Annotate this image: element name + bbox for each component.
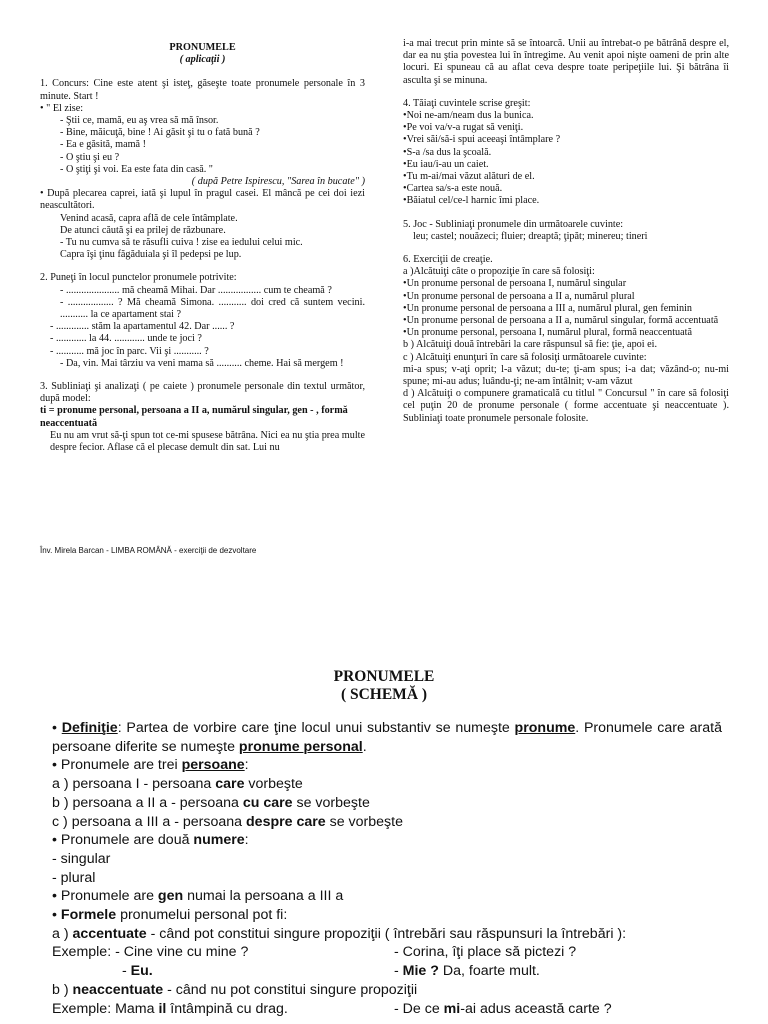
accentuated-line: a ) accentuate - când pot constitui singure propoziţii ( întrebări sau răspunsuri la întrebări ):: [52, 925, 627, 942]
ex4-line: •Eu iau/i-au un caiet.: [403, 158, 489, 170]
ex1-line: Venind acasă, capra află de cele întâmplate.: [60, 212, 238, 224]
example-row: Exemple: Mama il întâmpină cu drag. - De ce mi-ai adus această carte ?: [52, 1000, 612, 1017]
exercise-5-intro: 5. Joc - Subliniaţi pronumele din următoarele cuvinte:: [403, 218, 624, 230]
ex2-line: - ............. stăm la apartamentul 42. Dar ...... ?: [50, 321, 235, 333]
exercise-6-intro: 6. Exerciţii de creaţie.: [403, 254, 493, 266]
ex5-words: leu; castel; nouăzeci; fluier; dreaptă; ţipăt; minereu; tineri: [413, 230, 648, 242]
ex6-a: a )Alcătuiţi câte o propoziţie în care să folosiţi:: [403, 266, 595, 278]
ex1-line: - Ea e găsită, mamă !: [60, 139, 146, 151]
ex1-line: De atunci căută şi ea prilej de răzbunare.: [60, 224, 226, 236]
ex6-c-words: mi-a spus; v-aţi oprit; l-a văzut; du-te; ţi-am spus; i-a dat; văzând-o; nu-mi spune; mi-au adus; luându-ţi; ne-am întâlnit; v-am văzut: [403, 363, 729, 388]
ex2-line: - Da, vin. Mai târziu va veni mama să .......... cheme. Hai să mergem !: [60, 357, 344, 369]
ex6-item: •Un pronume personal, persoana I, numărul plural, formă neaccentuată: [403, 327, 692, 339]
ex6-item: •Un pronume personal de persoana a II a, numărul singular, formă accentuată: [403, 315, 719, 327]
schema-title: PRONUMELE: [333, 668, 435, 685]
left-column: [40, 42, 365, 454]
ex1-line: - O ştiţi şi voi. Ea este fata din casă. ": [60, 163, 213, 175]
ex6-item: •Un pronume personal de persoana a III a, numărul plural, gen feminin: [403, 302, 693, 314]
ex1-line: - Tu nu cumva să te răsufli cuiva ! zise ea iedului celui mic.: [60, 237, 303, 249]
schema-subtitle: ( SCHEMĂ ): [340, 686, 428, 703]
example-row: Exemple: - Cine vine cu mine ? - Corina, îţi place să pictezi ?: [52, 944, 577, 961]
ex6-b: b ) Alcătuiţi două întrebări la care răspunsul să fie: ţie, apoi ei.: [403, 339, 658, 351]
gender-line: • Pronumele are gen numai la persoana a III a: [52, 888, 344, 905]
ex1-line: - Ştii ce, mamă, eu aş vrea să mă însor.: [60, 115, 219, 127]
ex2-line: - .................. ? Mă cheamă Simona. ........... doi cred că suntem vecini. ........... la ce apartament stai ?: [60, 296, 365, 321]
ex4-line: •Cartea sa/s-a este nouă.: [403, 183, 503, 195]
page-footer: Înv. Mirela Barcan - LIMBA ROMÂNĂ - exerciţii de dezvoltare: [40, 546, 257, 555]
ex1-line: • " El zise:: [40, 102, 84, 114]
ex4-line: •Vrei săi/să-i spui aceeaşi întâmplare ?: [403, 134, 561, 146]
exercise-4-intro: 4. Tăiaţi cuvintele scrise greşit:: [403, 97, 531, 109]
numbers-line: • Pronumele are două numere:: [52, 832, 249, 849]
definition: • Definiţie: Partea de vorbire care ţine locul unui substantiv se numeşte pronume. Pronumele care arată persoane diferite se numeşte pronume personal.: [52, 720, 722, 755]
ex6-c: c ) Alcătuiţi enunţuri în care să folosiţi următoarele cuvinte:: [403, 351, 647, 363]
ex2-line: - ........... mă joc în parc. Vii şi ........... ?: [50, 345, 209, 357]
ex1-paragraph: • După plecarea caprei, iată şi lupul în pragul casei. El mâncă pe cei doi iezi neascultători.: [40, 188, 365, 212]
person-1: a ) persoana I - persoana care vorbeşte: [52, 776, 303, 793]
ex3-model: ti = pronume personal, persoana a II a, numărul singular, gen - , formă neaccentuată: [40, 405, 348, 429]
ex6-item: •Un pronume personal de persoana a II a, numărul plural: [403, 290, 635, 302]
exercise-1-intro: 1. Concurs: Cine este atent şi isteţ, găseşte toate pronumele personale în 3 minute. Start !: [40, 78, 365, 102]
person-2: b ) persoana a II a - persoana cu care se vorbeşte: [52, 794, 370, 811]
right-column: [403, 38, 729, 425]
forms-line: • Formele pronumelui personal pot fi:: [52, 907, 288, 924]
ex1-line: - Bine, măicuţă, bine ! Ai găsit şi tu o fată bună ?: [60, 127, 260, 139]
ex1-line: - O ştiu şi eu ?: [60, 151, 120, 163]
ex3-text: Eu nu am vrut să-ţi spun tot ce-mi spusese bătrâna. Nici ea nu ştia prea multe despre fecior. Aflase că el plecase demult din sat. Lui nu: [50, 429, 365, 454]
ex1-source: ( după Petre Ispirescu, "Sarea în bucate" ): [191, 176, 365, 188]
schema-body: [52, 719, 722, 1018]
ex6-item: •Un pronume personal de persoana I, numărul singular: [403, 278, 627, 290]
page-title: PRONUMELE: [169, 42, 236, 53]
ex1-line: Capra îşi ţinu făgăduiala şi îl pedepsi pe lup.: [60, 249, 242, 261]
persons-line: • Pronumele are trei persoane:: [52, 757, 249, 774]
ex4-line: •Băiatul cel/ce-l harnic îmi place.: [403, 195, 540, 207]
number-plural: - plural: [52, 869, 96, 886]
page-subtitle: ( aplicaţii ): [179, 54, 226, 66]
number-singular: - singular: [52, 850, 111, 867]
exercise-3-intro: 3. Subliniaţi şi analizaţi ( pe caiete ) pronumele personale din textul următor, după model:: [40, 381, 365, 405]
ex3-text-continued: i-a mai trecut prin minte să se întoarcă. Unii au întrebat-o pe bătrână despre el, dar ea nu ştia povestea lui în întregime. Au venit apoi nişte oameni de prin alte locuri. Ei spuneau că au aflat ceva despre toate peripeţiile lui. Şi bătrâna îi asculta şi se minuna.: [403, 38, 729, 86]
ex2-line: - ..................... mă cheamă Mihai. Dar ................. cum te cheamă ?: [60, 284, 332, 296]
ex4-line: •S-a /sa dus la şcoală.: [403, 146, 492, 158]
ex6-d: d ) Alcătuiţi o compunere gramaticală cu titlul " Concursul " în care să folosiţi cel puţin 20 de pronume personale ( forme accentuate şi neaccentuate ). Subliniaţi toate pronumele personale folosite.: [403, 388, 729, 424]
ex4-line: •Tu m-ai/mai văzut alături de el.: [403, 171, 535, 183]
ex4-line: •Pe voi va/v-a rugat să veniţi.: [403, 122, 524, 134]
unaccentuated-line: b ) neaccentuate - când nu pot constitui singure propoziţii: [52, 981, 418, 998]
ex2-line: - ............ la 44. ............ unde te joci ?: [50, 333, 202, 345]
ex4-line: •Noi ne-am/neam dus la bunica.: [403, 110, 534, 122]
example-row: - Eu. - Mie ? Da, foarte mult.: [122, 963, 540, 980]
person-3: c ) persoana a III a - persoana despre care se vorbeşte: [52, 813, 403, 830]
exercise-2-intro: 2. Puneţi în locul punctelor pronumele potrivite:: [40, 272, 237, 284]
